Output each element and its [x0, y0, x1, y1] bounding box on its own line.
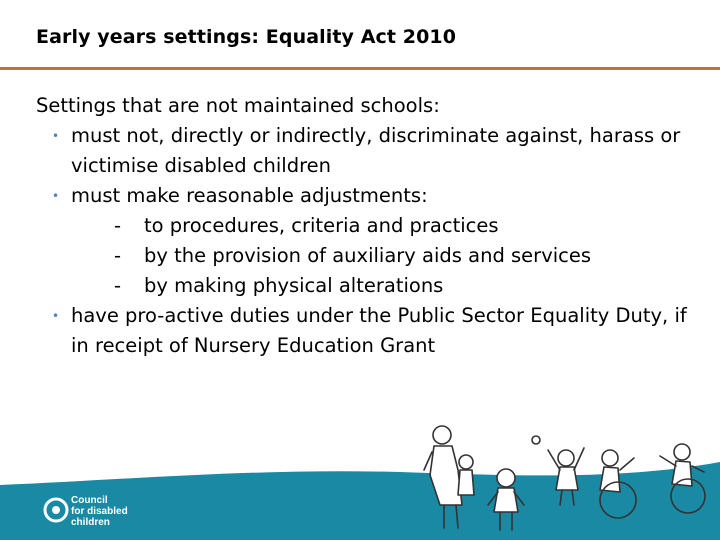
sub-item	[36, 271, 706, 301]
dash-icon: -	[114, 214, 122, 237]
bullet-item	[36, 121, 706, 181]
bullet-icon: •	[52, 309, 60, 323]
sub-item-text: to procedures, criteria and practices	[144, 214, 499, 237]
bullet-text: must make reasonable adjustments:	[71, 184, 428, 207]
sub-item	[36, 241, 706, 271]
sub-item-text: by making physical alterations	[144, 274, 444, 297]
bullet-icon: •	[52, 189, 60, 203]
slide-title: Early years settings: Equality Act 2010	[36, 26, 457, 48]
bullet-icon: •	[52, 129, 60, 143]
slide-body	[36, 91, 706, 361]
logo-line-3: children	[71, 517, 110, 528]
dash-icon: -	[114, 244, 122, 267]
logo-line-1: Council	[71, 495, 108, 506]
bullet-text: must not, directly or indirectly, discriminate against, harass or victimise disabled children	[71, 124, 681, 177]
logo-line-2: for disabled	[71, 506, 128, 517]
bullet-text: have pro-active duties under the Public Sector Equality Duty, if in receipt of Nursery Education Grant	[71, 304, 687, 357]
intro-text: Settings that are not maintained schools:	[36, 94, 440, 117]
sub-item	[36, 211, 706, 241]
bullet-item	[36, 301, 706, 361]
dash-icon: -	[114, 274, 122, 297]
bullet-item	[36, 181, 706, 211]
title-divider	[0, 67, 720, 70]
sub-item-text: by the provision of auxiliary aids and services	[144, 244, 592, 267]
